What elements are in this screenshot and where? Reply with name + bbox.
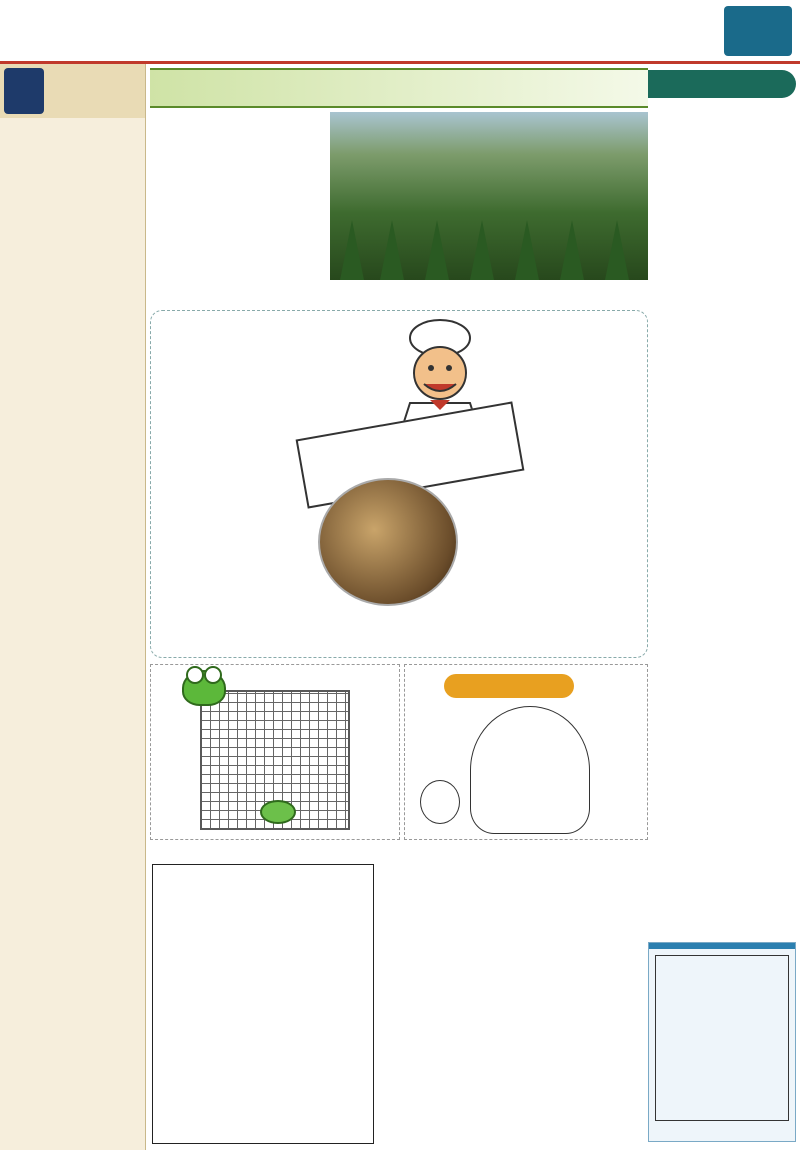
right-news-column [648, 70, 796, 1146]
tree-shape [605, 220, 629, 280]
crossword-title [470, 856, 640, 896]
girl-coloring-outline[interactable] [470, 706, 590, 834]
air-article-headline [150, 68, 648, 108]
horoscope-header [0, 64, 145, 118]
horoscope-badge [4, 68, 44, 114]
fish-photo [318, 478, 458, 606]
answer-grid [655, 955, 789, 1121]
fish-article-body-right [468, 342, 644, 654]
crossword-grid[interactable] [152, 864, 374, 1144]
across-clues [392, 918, 644, 1030]
forest-photo [330, 112, 648, 280]
lily-pad-illustration [260, 800, 296, 824]
article-body [648, 106, 796, 878]
frog-illustration [182, 670, 226, 706]
fish-article-body-left [156, 318, 306, 653]
teddy-bear-outline[interactable] [420, 780, 460, 824]
answer-key-title [649, 943, 795, 949]
masthead [0, 0, 800, 64]
answer-key-box [648, 942, 796, 1142]
tree-shape [560, 220, 584, 280]
column-label [648, 70, 796, 98]
tree-shape [340, 220, 364, 280]
tree-shape [425, 220, 449, 280]
down-clues [392, 1048, 644, 1144]
newspaper-logo[interactable] [724, 6, 792, 56]
tree-shape [515, 220, 539, 280]
tree-shape [470, 220, 494, 280]
horoscope-column [0, 64, 146, 1150]
tree-shape [380, 220, 404, 280]
coloring-title [444, 674, 574, 698]
air-article-body-a [156, 112, 326, 308]
